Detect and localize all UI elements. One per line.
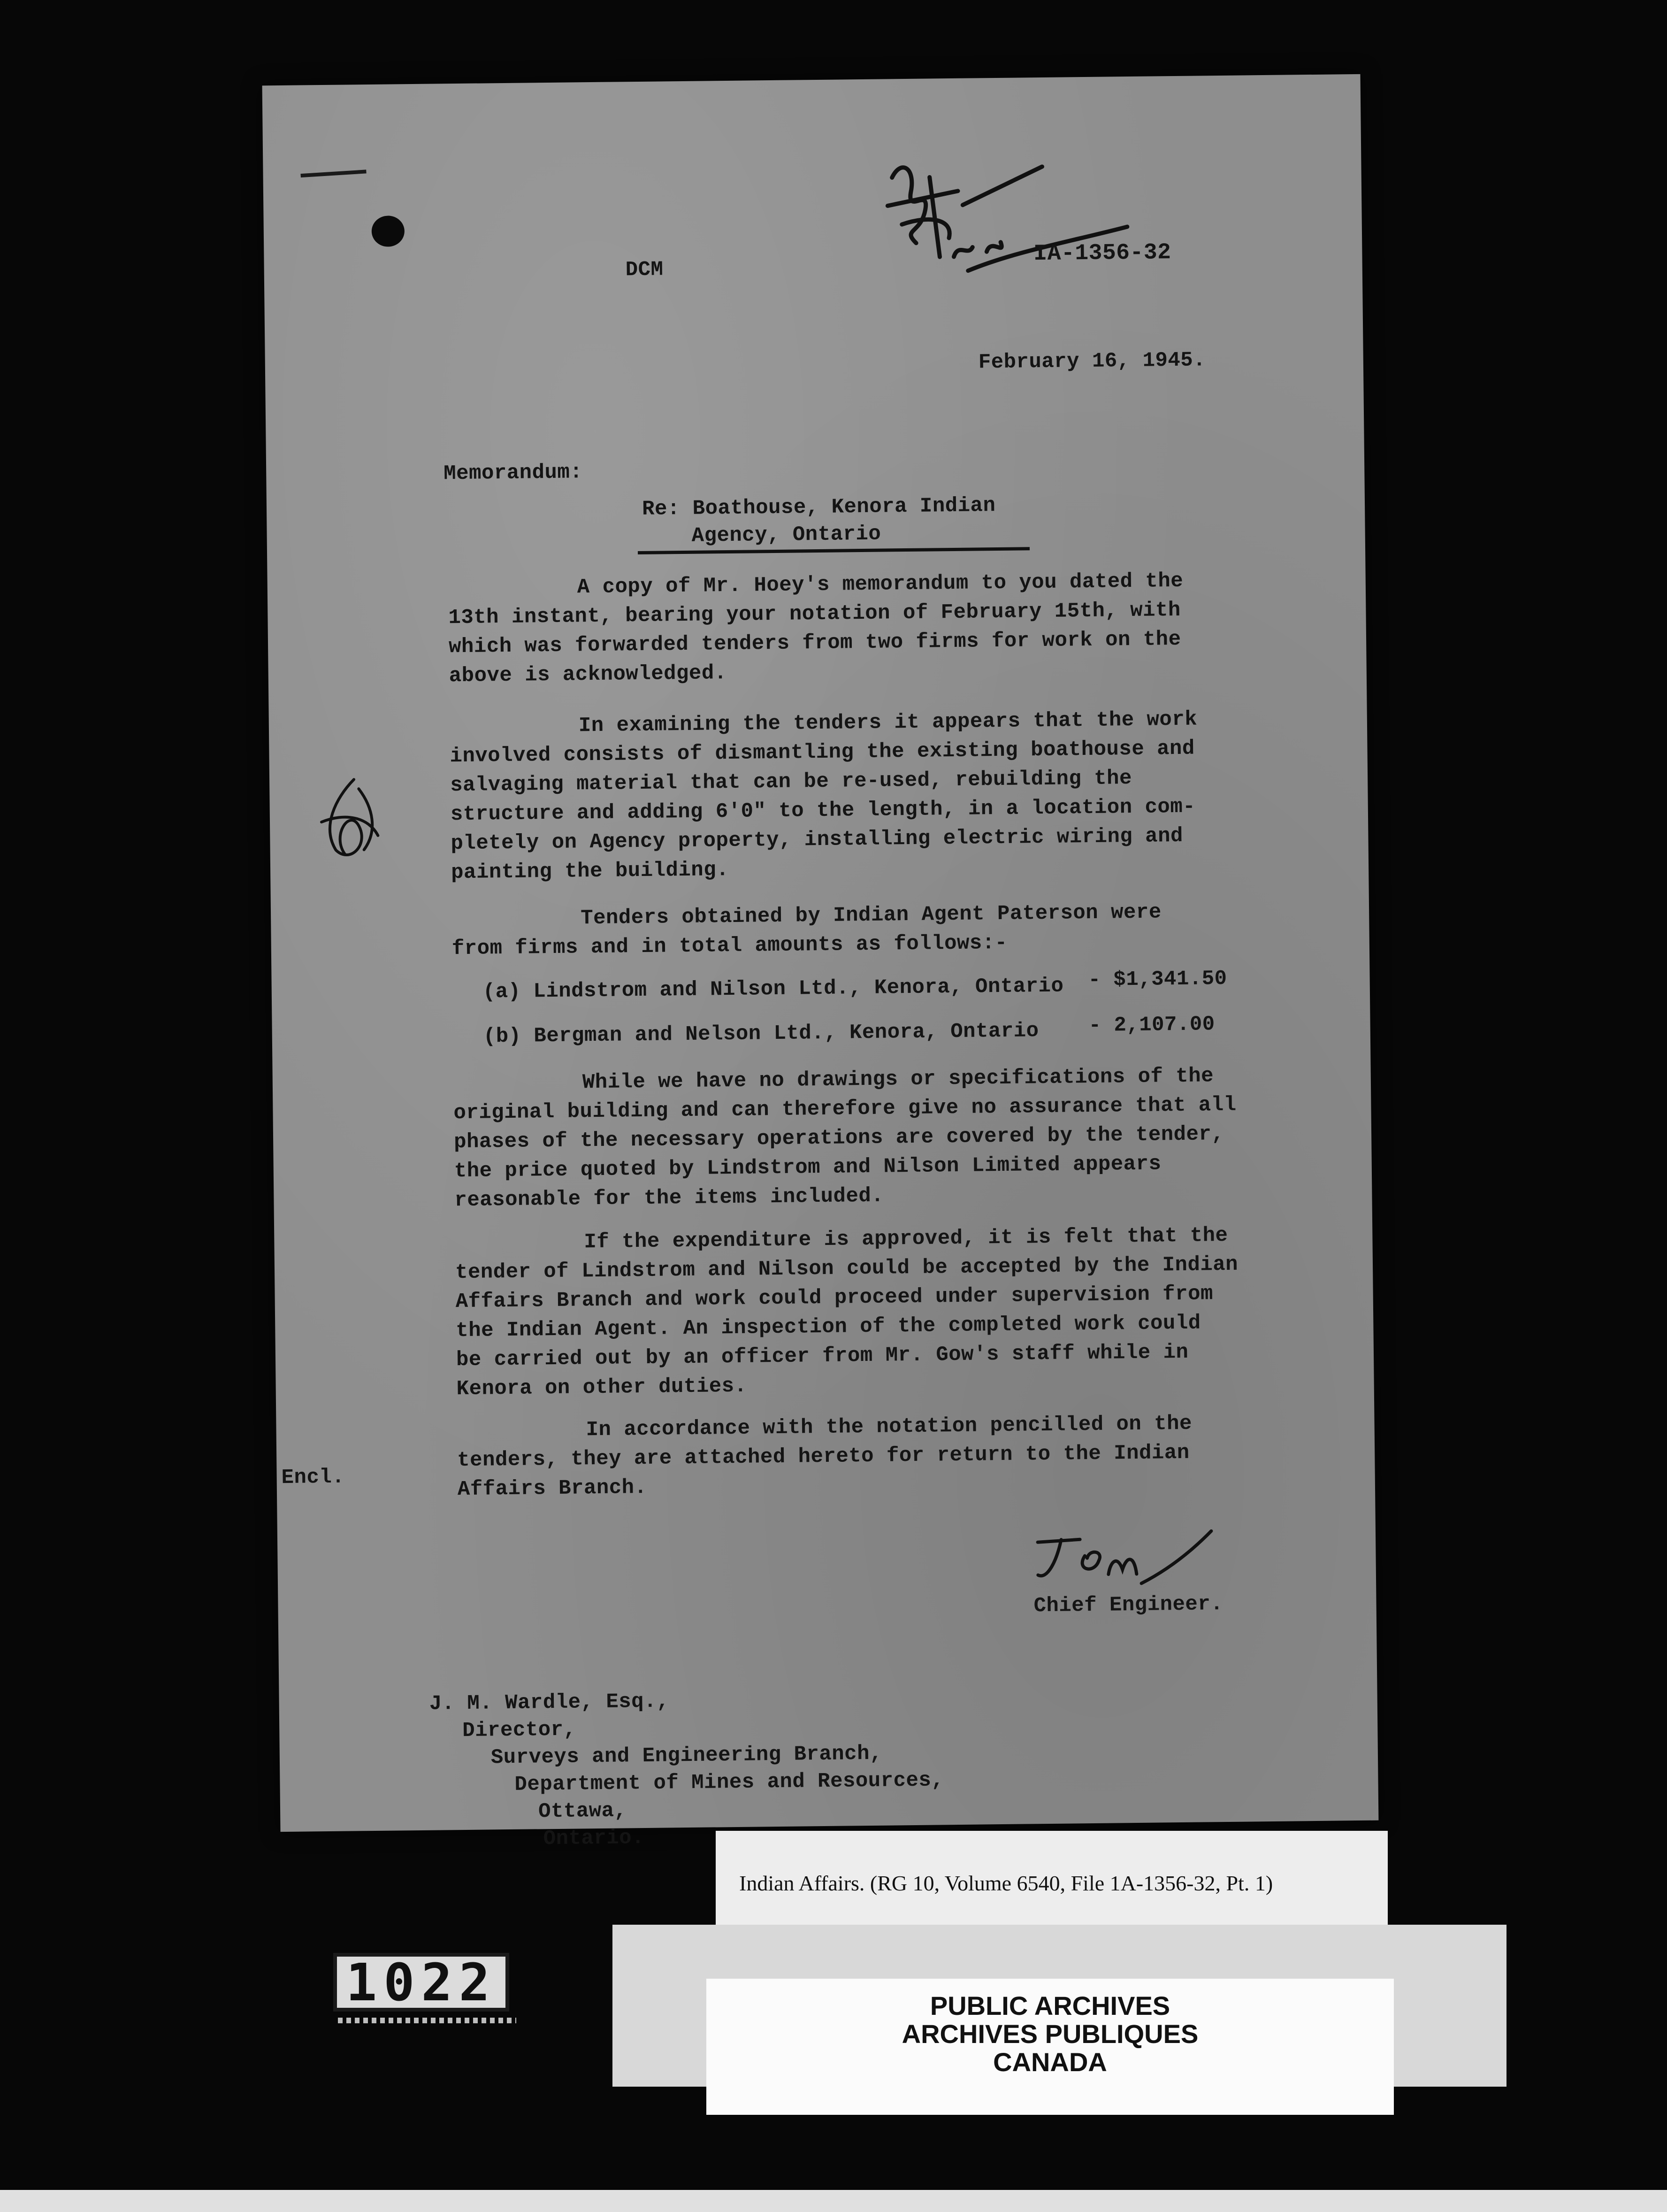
address-line: J. M. Wardle, Esq., — [429, 1690, 670, 1716]
address-line: Ontario. — [543, 1826, 645, 1851]
paragraph-1-line: which was forwarded tenders from two firms for work on the — [448, 627, 1181, 659]
address-line: Director, — [462, 1718, 576, 1743]
paragraph-1 — [448, 566, 1247, 691]
paragraph-5-line: If the expenditure is approved, it is felt that the — [584, 1223, 1228, 1254]
address-line: Surveys and Engineering Branch, — [490, 1742, 883, 1770]
memo-date: February 16, 1945. — [978, 348, 1206, 375]
address-line: Department of Mines and Resources, — [514, 1768, 944, 1797]
frame-number: 1022 — [333, 1953, 509, 2012]
paragraph-5-line: the Indian Agent. An inspection of the completed work could — [456, 1311, 1201, 1343]
paragraph-6 — [457, 1408, 1255, 1504]
paragraph-2-line: In examining the tenders it appears that the work — [578, 707, 1198, 738]
paragraph-2-line: pletely on Agency property, installing electric wiring and — [451, 824, 1184, 856]
signatory-title: Chief Engineer. — [1033, 1592, 1223, 1618]
film-edge — [0, 2190, 1667, 2212]
memo-heading: Memorandum: — [444, 461, 583, 486]
enclosure-note: Encl. — [281, 1465, 345, 1490]
file-reference: IA-1356-32 — [1033, 240, 1171, 267]
document-page — [262, 74, 1379, 1851]
subject-line-2: Agency, Ontario — [691, 522, 881, 548]
paragraph-3-line: from firms and in total amounts as follows:- — [451, 931, 1008, 961]
film-perforations — [338, 2018, 516, 2023]
punch-hole — [372, 215, 405, 247]
archive-stamp-line: CANADA — [993, 2047, 1107, 2077]
tender-b-label: (b) Bergman and Nelson Ltd., Kenora, Ontario — [483, 1019, 1039, 1049]
paragraph-1-line: above is acknowledged. — [449, 661, 727, 688]
memo-initials: DCM — [625, 258, 664, 282]
address-line: Ottawa, — [538, 1799, 627, 1824]
subject-line-1: Re: Boathouse, Kenora Indian — [642, 494, 996, 521]
paragraph-1-line: 13th instant, bearing your notation of February 15th, with — [448, 598, 1181, 630]
paragraph-5-line: be carried out by an officer from Mr. Gow's staff while in — [456, 1340, 1189, 1372]
paragraph-1-line: A copy of Mr. Hoey's memorandum to you dated the — [577, 569, 1184, 599]
archive-stamp-line: ARCHIVES PUBLIQUES — [902, 2019, 1199, 2049]
paragraph-4-line: While we have no drawings or specifications of the — [582, 1064, 1214, 1095]
signature — [1028, 1526, 1216, 1594]
paragraph-4-line: the price quoted by Lindstrom and Nilson Limited appears — [454, 1152, 1162, 1183]
paragraph-6-line: In accordance with the notation pencilled on the — [586, 1412, 1193, 1442]
paragraph-5-line: Kenora on other duties. — [456, 1374, 747, 1401]
paragraph-2-line: salvaging material that can be re-used, rebuilding the — [450, 767, 1132, 798]
archive-stamp-line: PUBLIC ARCHIVES — [930, 1991, 1170, 2020]
paragraph-2-line: structure and adding 6'0" to the length, in a location com- — [450, 795, 1196, 827]
paragraph-6-line: tenders, they are attached hereto for return to the Indian — [457, 1441, 1190, 1473]
tender-b-amount: - 2,107.00 — [1088, 1013, 1215, 1038]
paragraph-3 — [451, 897, 1250, 963]
paragraph-5 — [455, 1221, 1254, 1404]
paragraph-2-line: painting the building. — [451, 858, 729, 885]
handwritten-notation-mark — [873, 147, 1137, 305]
paragraph-4-line: reasonable for the items included. — [454, 1184, 884, 1213]
paragraph-4-line: original building and can therefore give no assurance that all — [453, 1093, 1237, 1125]
pencil-dash-mark — [300, 169, 366, 177]
paragraph-2 — [450, 704, 1249, 887]
paragraph-6-line: Affairs Branch. — [457, 1475, 647, 1502]
paragraph-5-line: tender of Lindstrom and Nilson could be accepted by the Indian — [455, 1252, 1239, 1285]
tender-a-amount: - $1,341.50 — [1088, 967, 1227, 992]
paragraph-2-line: involved consists of dismantling the existing boathouse and — [450, 737, 1195, 768]
paragraph-5-line: Affairs Branch and work could proceed under supervision from — [455, 1282, 1214, 1314]
paragraph-4 — [453, 1061, 1253, 1215]
tender-a-label: (a) Lindstrom and Nilson Ltd., Kenora, Ontario — [482, 974, 1064, 1004]
archive-stamp — [706, 1979, 1394, 2115]
paragraph-4-line: phases of the necessary operations are covered by the tender, — [453, 1122, 1224, 1154]
paragraph-3-line: Tenders obtained by Indian Agent Paterson were — [580, 900, 1162, 930]
archive-citation: Indian Affairs. (RG 10, Volume 6540, File 1A-1356-32, Pt. 1) — [739, 1871, 1273, 1895]
marginal-initials-mark — [307, 770, 388, 874]
